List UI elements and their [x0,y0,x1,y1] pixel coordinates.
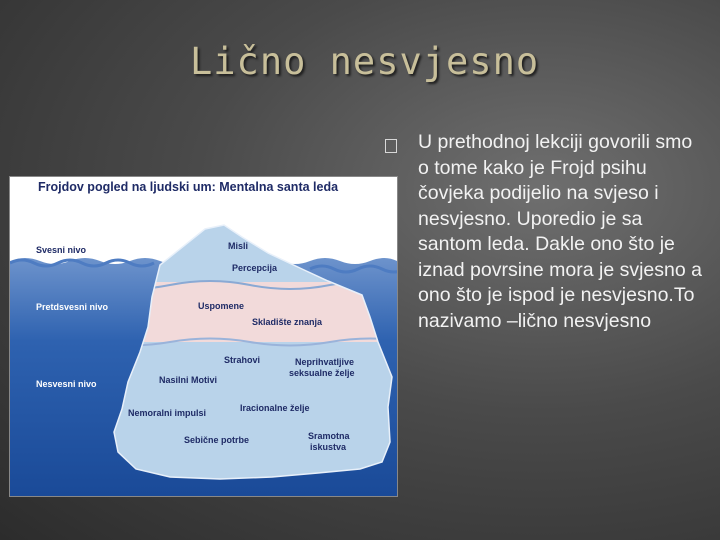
label-nemoralni-impulsi: Nemoralni impulsi [128,408,207,418]
figure-title: Frojdov pogled na ljudski um: Mentalna santa leda [38,180,339,194]
iceberg-diagram [10,177,397,496]
label-misli: Misli [228,241,249,251]
bullet-box-icon [385,139,397,153]
level-unconscious-label: Nesvesni nivo [36,379,97,389]
label-neprihvatljive-line2: seksualne želje [289,368,355,378]
label-strahovi: Strahovi [224,355,261,365]
iceberg-figure [9,176,398,497]
level-conscious-label: Svesni nivo [36,245,87,255]
label-iracionalne-zelje: Iracionalne želje [240,403,310,413]
label-sramotna-line1: Sramotna [308,431,350,441]
level-preconscious-label: Pretdsvesni nivo [36,302,109,312]
label-skladiste-znanja: Skladište znanja [252,317,323,327]
label-sebicne-potrbe: Sebične potrbe [184,435,250,445]
label-uspomene: Uspomene [198,301,245,311]
slide-title: Lično nesvjesno [190,40,540,83]
label-neprihvatljive-line1: Neprihvatljive [295,357,355,367]
label-percepcija: Percepcija [232,263,278,273]
label-nasilni-motivi: Nasilni Motivi [159,375,218,385]
slide-body-text: U prethodnoj lekciji govorili smo o tome kako je Frojd psihu čovjeka podijelio na svjeso i nesvjesno. Uporedio je sa santom leda. Dakle ono što je iznad povrsine mora je svjesno a ono što je ispod je nesvjesno.To nazivamo –lično nesvjesno [418,131,702,332]
label-sramotna-line2: iskustva [310,442,347,452]
